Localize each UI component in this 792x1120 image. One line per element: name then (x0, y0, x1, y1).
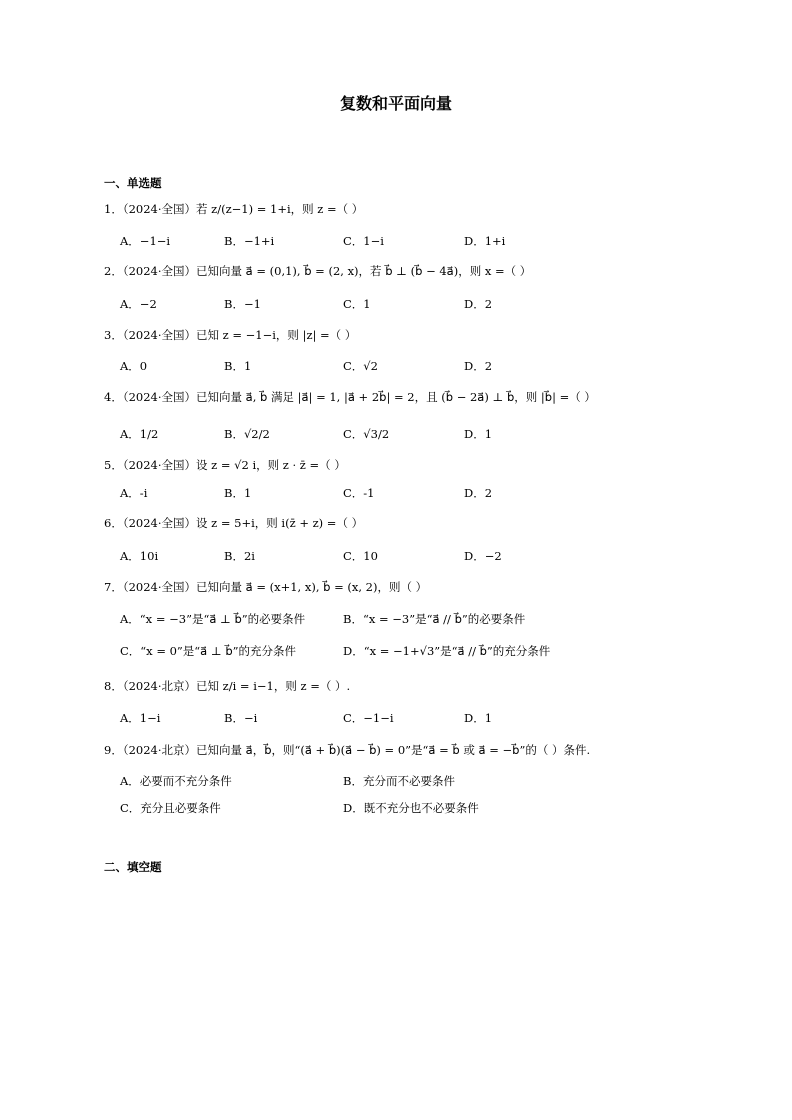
question-5-option-b: B．1 (224, 486, 252, 500)
question-4-option-d: D．1 (464, 427, 493, 441)
question-3-option-b: B．1 (224, 359, 252, 373)
question-7-stem: 7．（2024·全国）已知向量 a⃗ = (x+1, x), b⃗ = (x, 2)，则（ ） (104, 580, 428, 594)
question-8-option-c: C．−1−i (343, 711, 394, 725)
question-6-option-c: C．10 (343, 549, 378, 563)
question-7-option-b: B．“x = −3”是“a⃗ // b⃗”的必要条件 (343, 612, 526, 626)
question-4-option-b: B．√2/2 (224, 427, 270, 441)
question-9-stem: 9．（2024·北京）已知向量 a⃗，b⃗，则“(a⃗ + b⃗)(a⃗ − b⃗) = 0”是“a⃗ = b⃗ 或 a⃗ = −b⃗”的（ ）条件. (104, 743, 591, 757)
question-6-option-d: D．−2 (464, 549, 502, 563)
question-3-stem: 3．（2024·全国）已知 z = −1−i，则 |z| =（ ） (104, 328, 357, 342)
question-7-option-c: C．“x = 0”是“a⃗ ⊥ b⃗”的充分条件 (120, 644, 297, 658)
question-8-option-a: A．1−i (120, 711, 161, 725)
question-7-option-d: D．“x = −1+√3”是“a⃗ // b⃗”的充分条件 (343, 644, 551, 658)
question-9-option-c: C．充分且必要条件 (120, 801, 221, 815)
question-4-stem: 4．（2024·全国）已知向量 a⃗, b⃗ 满足 |a⃗| = 1, |a⃗ + 2b⃗| = 2，且 (b⃗ − 2a⃗) ⊥ b⃗，则 |b⃗| =（ ） (104, 390, 596, 404)
question-9-option-a: A．必要而不充分条件 (120, 774, 232, 788)
question-1-stem: 1．（2024·全国）若 z/(z−1) = 1+i，则 z =（ ） (104, 202, 364, 216)
question-4-option-c: C．√3/2 (343, 427, 390, 441)
page-title: 复数和平面向量 (339, 94, 452, 113)
question-1-option-a: A．−1−i (120, 234, 171, 248)
question-2-option-d: D．2 (464, 297, 493, 311)
question-1-option-c: C．1−i (343, 234, 384, 248)
question-6-stem: 6．（2024·全国）设 z = 5+i，则 i(z̄ + z) =（ ） (104, 516, 364, 530)
question-8-option-b: B．−i (224, 711, 258, 725)
question-7-option-a: A．“x = −3”是“a⃗ ⊥ b⃗”的必要条件 (120, 612, 306, 626)
question-9-option-d: D．既不充分也不必要条件 (343, 801, 479, 815)
section-heading-single-choice: 一、单选题 (104, 176, 162, 190)
question-8-option-d: D．1 (464, 711, 493, 725)
question-2-option-c: C．1 (343, 297, 371, 311)
question-3-option-a: A．0 (120, 359, 148, 373)
question-5-option-d: D．2 (464, 486, 493, 500)
question-5-stem: 5．（2024·全国）设 z = √2 i，则 z · z̄ =（ ） (104, 458, 346, 472)
question-2-option-a: A．−2 (120, 297, 157, 311)
question-5-option-a: A．-i (120, 486, 148, 500)
question-9-option-b: B．充分而不必要条件 (343, 774, 455, 788)
question-5-option-c: C．-1 (343, 486, 375, 500)
question-4-option-a: A．1/2 (120, 427, 159, 441)
question-3-option-d: D．2 (464, 359, 493, 373)
question-1-option-d: D．1+i (464, 234, 506, 248)
question-1-option-b: B．−1+i (224, 234, 275, 248)
question-6-option-a: A．10i (120, 549, 159, 563)
question-3-option-c: C．√2 (343, 359, 378, 373)
question-2-option-b: B．−1 (224, 297, 261, 311)
question-8-stem: 8．（2024·北京）已知 z/i = i−1，则 z =（ ）. (104, 679, 351, 693)
question-2-stem: 2．（2024·全国）已知向量 a⃗ = (0,1), b⃗ = (2, x)，若 b⃗ ⊥ (b⃗ − 4a⃗)，则 x =（ ） (104, 264, 532, 278)
section-heading-fill-blank: 二、填空题 (104, 860, 162, 874)
question-6-option-b: B．2i (224, 549, 255, 563)
